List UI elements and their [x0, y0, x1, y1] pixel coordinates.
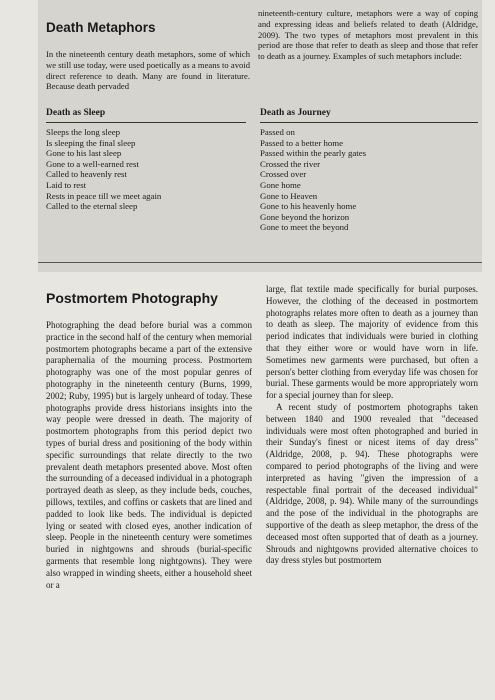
- list-item: Passed to a better home: [260, 137, 344, 148]
- list-item: Rests in peace till we meet again: [46, 190, 162, 201]
- list-item: Gone beyond the horizon: [260, 211, 350, 222]
- postmortem-photography-title: Postmortem Photography: [46, 290, 218, 306]
- postmortem-right-text-2: A recent study of postmortem photographs taken between 1840 and 1900 revealed that "deceased individuals were most often photographed and buried in their Sunday's finest or nicest items of day dress" (Aldridge, 2008, p. 94). These photographs were compared to period photographs of the living and were interpreted as having "given the impression of a respectable final portrait of the deceased individual" (Aldridge, 2008, p. 94). While many of the surroundings and the pose of the individual in the photographs are supportive of the death as sleep metaphor, the dress of the deceased most often supported that of death as a journey. Shrouds and nightgowns provided alternative choices to day dress styles but postmortem: [266, 401, 478, 566]
- postmortem-photography-section: [38, 284, 482, 700]
- list-item: Called to heavenly rest: [46, 169, 127, 180]
- list-item: Sleeps the long sleep: [46, 127, 121, 137]
- postmortem-right-text-1: large, flat textile made specifically for burial purposes. However, the clothing of the deceased in postmortem photographs relates more often to death as a journey than to death as sleep. The majority of evidence from this period indicates that individuals were buried in clothing that they either wore or would have worn in life. Sometimes new garments were purchased, but often a person's better clothing from everyday life was chosen for burial. These garments would be more appropriately worn for a special journey than for sleep.: [266, 284, 478, 401]
- list-item: Crossed over: [260, 169, 307, 180]
- list-item: Passed on: [260, 127, 295, 137]
- list-item: Is sleeping the final sleep: [46, 137, 136, 148]
- death-as-sleep-heading: Death as Sleep: [46, 108, 246, 123]
- list-item: Crossed the river: [260, 158, 321, 169]
- intro-left-text: In the nineteenth century death metaphors, some of which we still use today, were used poetically as a means to avoid direct reference to death. Many are found in literature. Because death pervaded: [46, 49, 250, 92]
- death-as-sleep-table: [46, 108, 246, 212]
- postmortem-left-column: [46, 290, 252, 591]
- death-as-journey-list: [260, 127, 478, 233]
- list-item: Gone home: [260, 179, 301, 190]
- list-item: Called to the eternal sleep: [46, 201, 138, 212]
- list-item: Gone to a well-earned rest: [46, 158, 139, 169]
- list-item: Passed within the pearly gates: [260, 148, 367, 159]
- intro-left-column: [46, 20, 250, 92]
- list-item: Gone to meet the beyond: [260, 222, 349, 233]
- death-as-journey-table: [260, 108, 478, 233]
- section-divider: [38, 262, 482, 263]
- death-metaphors-title: Death Metaphors: [46, 20, 156, 35]
- death-as-journey-heading: Death as Journey: [260, 108, 478, 123]
- intro-right-text: nineteenth-century culture, metaphors were a way of coping and expressing ideas and beliefs related to death (Aldridge, 2009). The two types of metaphors most prevalent in this period are those that refer to death as sleep and those that refer to death as a journey. Examples of such metaphors include:: [258, 8, 478, 62]
- list-item: Gone to Heaven: [260, 190, 318, 201]
- list-item: Gone to his heavenly home: [260, 201, 357, 212]
- death-metaphors-section: [38, 0, 482, 272]
- death-as-sleep-list: [46, 127, 246, 212]
- list-item: Laid to rest: [46, 179, 87, 190]
- list-item: Gone to his last sleep: [46, 148, 122, 159]
- postmortem-right-column: [266, 284, 478, 567]
- intro-right-column: [258, 8, 478, 62]
- postmortem-left-text: Photographing the dead before burial was a common practice in the second half of the century when memorial postmortem photographs became a part of the extensive paraphernalia of the mourning process. Postmortem photography was one of the most popular genres of photography in the nineteenth century (Burns, 1999, 2002; Ruby, 1995) but is largely unheard of today. These photographs provide dress historians insights into the way people were dressed in death. The majority of postmortem photographs from this period depict two types of burial dress and positioning of the body within specific surroundings that relate directly to the two prevalent death metaphors presented above. Most often the surrounding of a deceased individual in a photograph portrayed death as sleep, as they include beds, couches, pillows, textiles, and coffins or caskets that are lined and padded to look like beds. The individual is depicted lying or seated with closed eyes, another indication of sleep. People in the nineteenth century were sometimes buried in nightgowns and shrouds (burial-specific garments that resemble long nightgowns). They were also wrapped in winding sheets, either a household sheet or a: [46, 320, 252, 590]
